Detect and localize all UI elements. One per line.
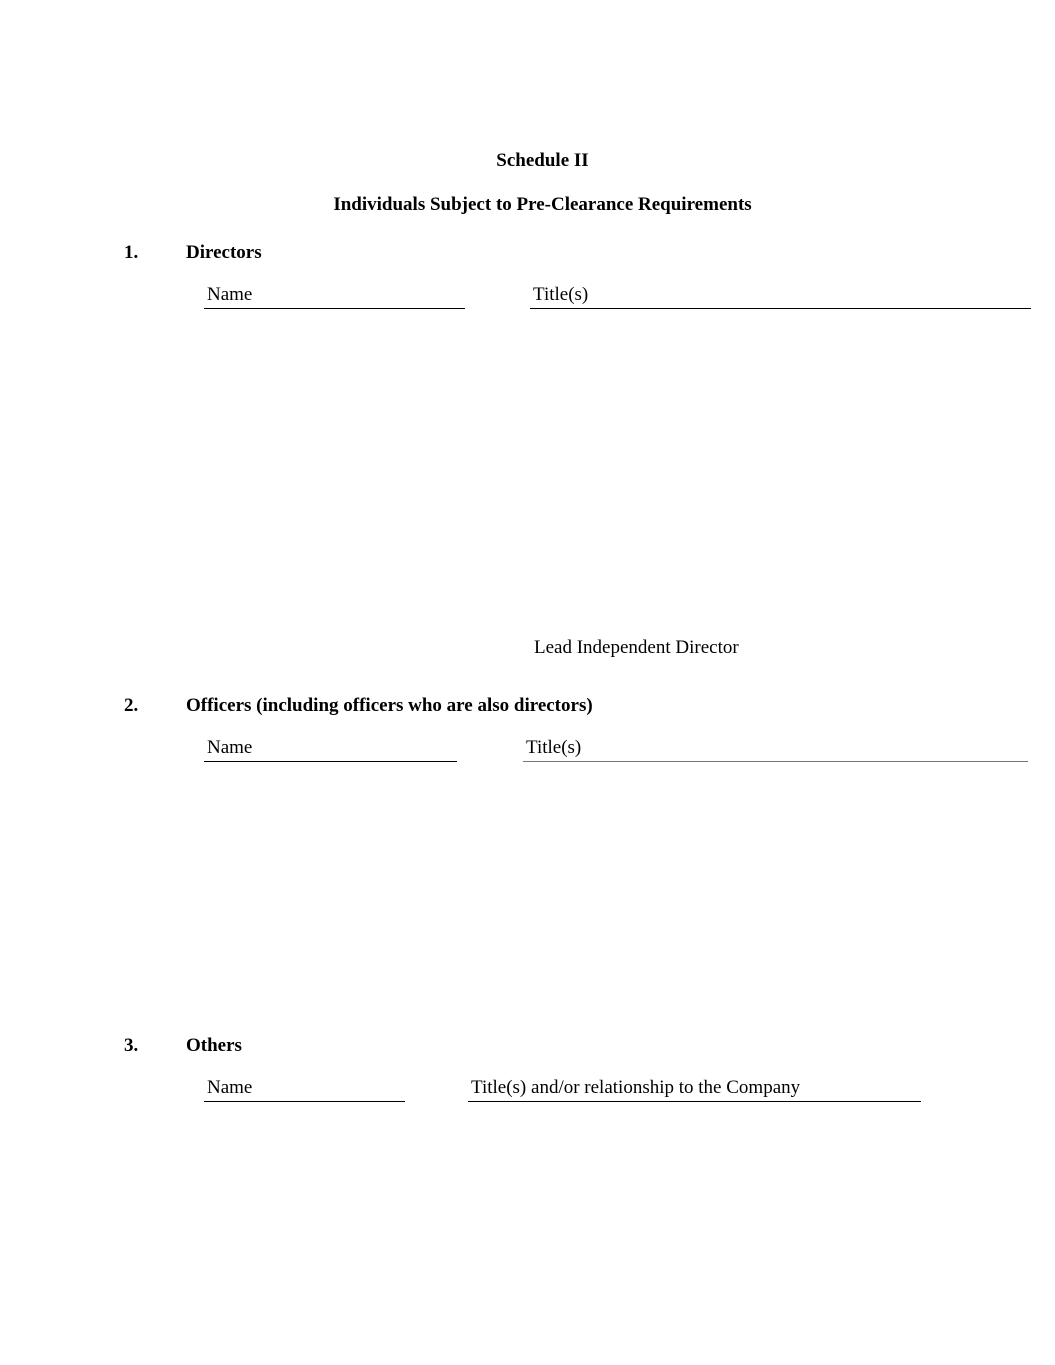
name-column-header: Name [204, 282, 465, 309]
section-title: Officers (including officers who are also directors) [186, 695, 593, 716]
section-number: 1. [124, 242, 139, 263]
section-number: 3. [124, 1035, 139, 1056]
title-column-header: Title(s) [523, 735, 1028, 762]
title-entry: Lead Independent Director [534, 637, 739, 658]
section-title: Directors [186, 242, 262, 263]
name-column-header: Name [204, 1075, 405, 1102]
section-number: 2. [124, 695, 139, 716]
title-column-header: Title(s) [530, 282, 1031, 309]
page-heading: Individuals Subject to Pre-Clearance Requirements [333, 194, 752, 215]
schedule-label: Schedule II [496, 150, 589, 171]
title-column-header: Title(s) and/or relationship to the Company [468, 1075, 921, 1102]
name-column-header: Name [204, 735, 457, 762]
section-title: Others [186, 1035, 242, 1056]
